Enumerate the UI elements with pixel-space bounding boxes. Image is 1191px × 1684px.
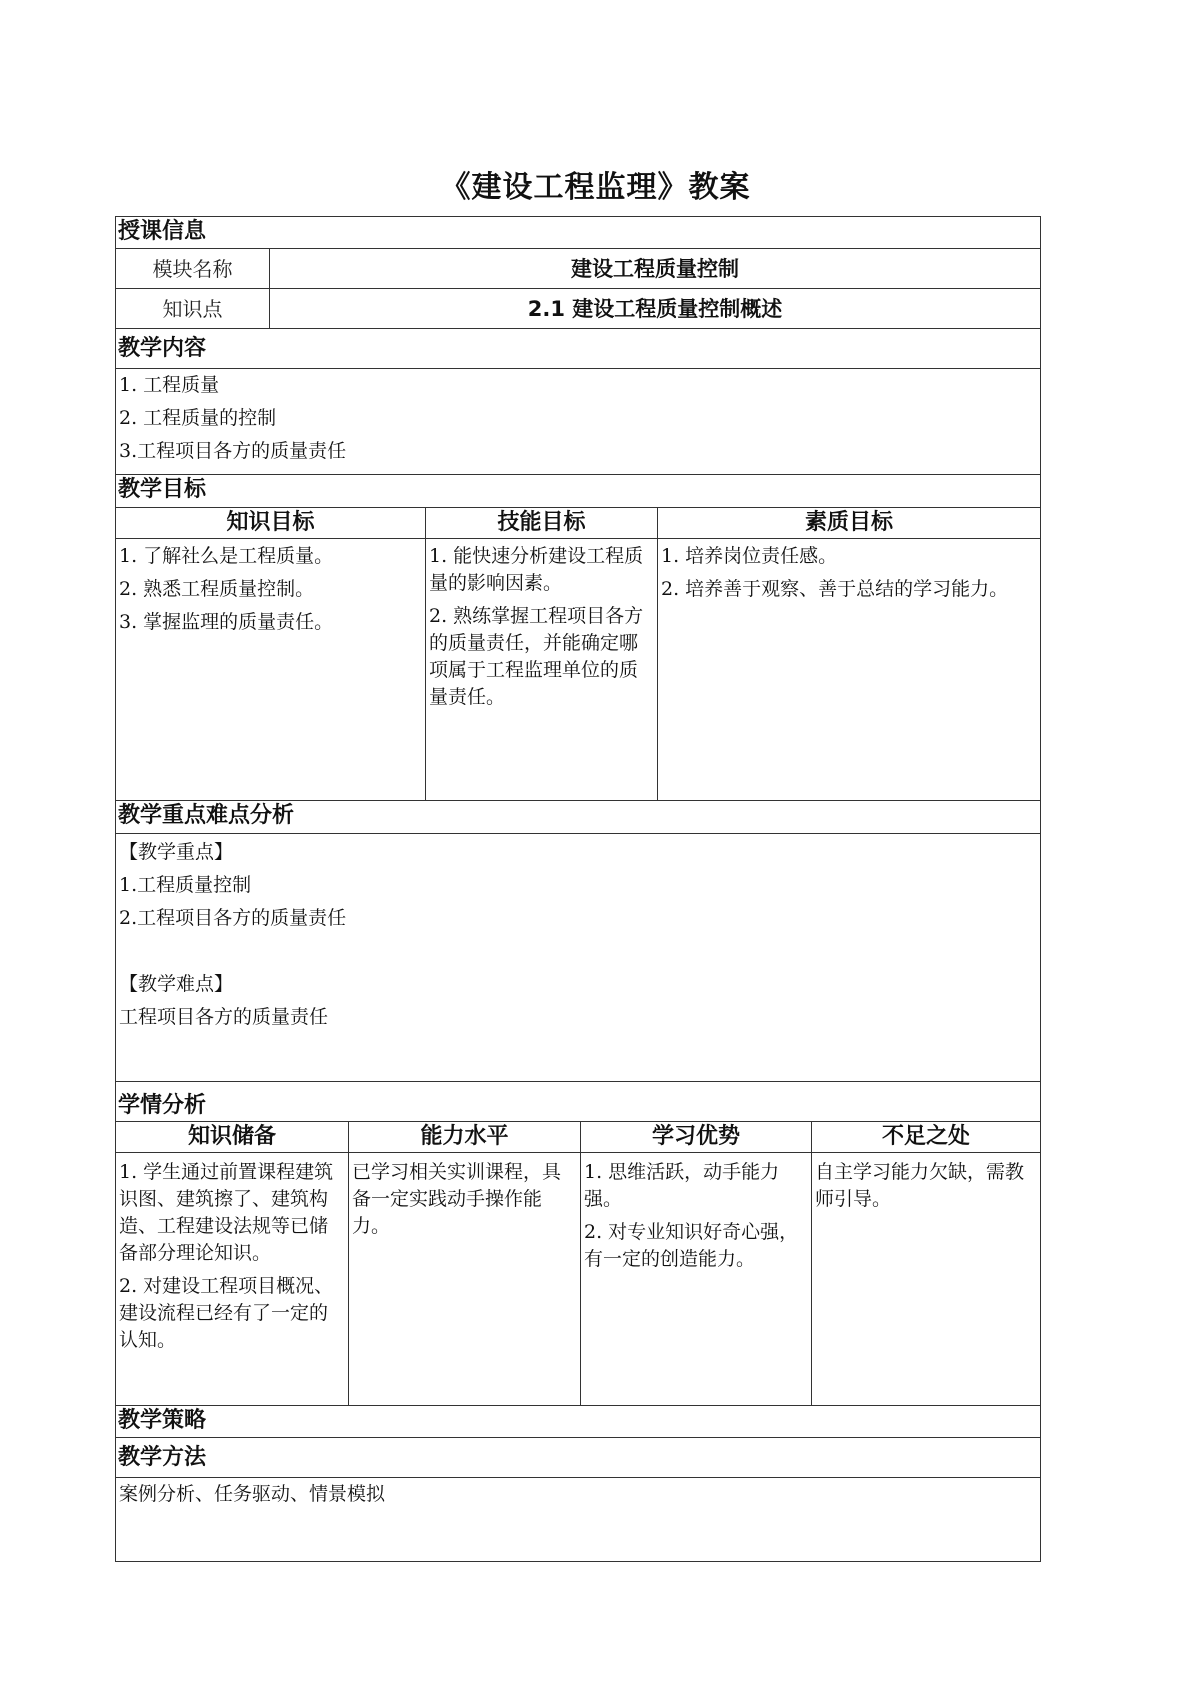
knowledge-objective-header: 知识目标 — [116, 508, 426, 539]
focus-item: 2.工程项目各方的质量责任 — [119, 907, 347, 929]
knowledge-reserve-header: 知识储备 — [116, 1122, 349, 1153]
knowledge-objective-cell — [116, 539, 426, 801]
section-heading-info: 授课信息 — [116, 217, 1041, 249]
list-item: 自主学习能力欠缺，需教师引导。 — [815, 1161, 1025, 1210]
section-heading-keypoints: 教学重点难点分析 — [116, 801, 1041, 834]
spacer — [119, 935, 1037, 968]
module-label: 模块名称 — [116, 249, 270, 289]
section-heading-objectives: 教学目标 — [116, 475, 1041, 508]
knowledge-point-label: 知识点 — [116, 289, 270, 329]
content-item: 1. 工程质量 — [119, 374, 220, 396]
difficulty-label: 【教学难点】 — [119, 973, 234, 995]
ability-level-cell — [349, 1153, 581, 1406]
weakness-header: 不足之处 — [812, 1122, 1041, 1153]
list-item: 2. 对建设工程项目概况、建设流程已经有了一定的认知。 — [119, 1275, 334, 1351]
list-item: 1. 能快速分析建设工程质量的影响因素。 — [429, 545, 644, 594]
lesson-plan-table — [115, 216, 1041, 1562]
list-item: 2. 熟练掌握工程项目各方的质量责任，并能确定哪项属于工程监理单位的质量责任。 — [429, 605, 644, 708]
section-heading-methods: 教学方法 — [116, 1438, 1041, 1478]
knowledge-reserve-cell — [116, 1153, 349, 1406]
content-list — [116, 369, 1041, 475]
module-value: 建设工程质量控制 — [270, 249, 1041, 289]
difficulty-item: 工程项目各方的质量责任 — [119, 1006, 329, 1028]
skill-objective-header: 技能目标 — [426, 508, 658, 539]
learning-advantage-header: 学习优势 — [581, 1122, 812, 1153]
section-heading-learners: 学情分析 — [116, 1082, 1041, 1122]
learning-advantage-cell — [581, 1153, 812, 1406]
list-item: 2. 对专业知识好奇心强，有一定的创造能力。 — [584, 1221, 799, 1270]
list-item: 1. 学生通过前置课程建筑识图、建筑擦了、建筑构造、工程建设法规等已储备部分理论知识。 — [119, 1161, 334, 1264]
list-item: 已学习相关实训课程，具备一定实践动手操作能力。 — [352, 1161, 562, 1237]
section-heading-strategy: 教学策略 — [116, 1406, 1041, 1438]
quality-objective-cell — [658, 539, 1041, 801]
list-item: 1. 培养岗位责任感。 — [661, 545, 838, 567]
page-title: 《建设工程监理》教案 — [440, 170, 751, 205]
content-item: 2. 工程质量的控制 — [119, 407, 277, 429]
section-heading-content: 教学内容 — [116, 329, 1041, 369]
knowledge-point-value: 2.1 建设工程质量控制概述 — [270, 289, 1041, 329]
list-item: 3. 掌握监理的质量责任。 — [119, 611, 334, 633]
focus-label: 【教学重点】 — [119, 841, 234, 863]
list-item: 1. 了解社么是工程质量。 — [119, 545, 334, 567]
list-item: 2. 熟悉工程质量控制。 — [119, 578, 315, 600]
list-item: 1. 思维活跃，动手能力强。 — [584, 1161, 780, 1210]
skill-objective-cell — [426, 539, 658, 801]
quality-objective-header: 素质目标 — [658, 508, 1041, 539]
content-item: 3.工程项目各方的质量责任 — [119, 440, 347, 462]
list-item: 2. 培养善于观察、善于总结的学习能力。 — [661, 578, 1009, 600]
focus-item: 1.工程质量控制 — [119, 874, 252, 896]
keypoints-cell — [116, 834, 1041, 1082]
ability-level-header: 能力水平 — [349, 1122, 581, 1153]
teaching-method-value: 案例分析、任务驱动、情景模拟 — [116, 1478, 1041, 1562]
weakness-cell — [812, 1153, 1041, 1406]
